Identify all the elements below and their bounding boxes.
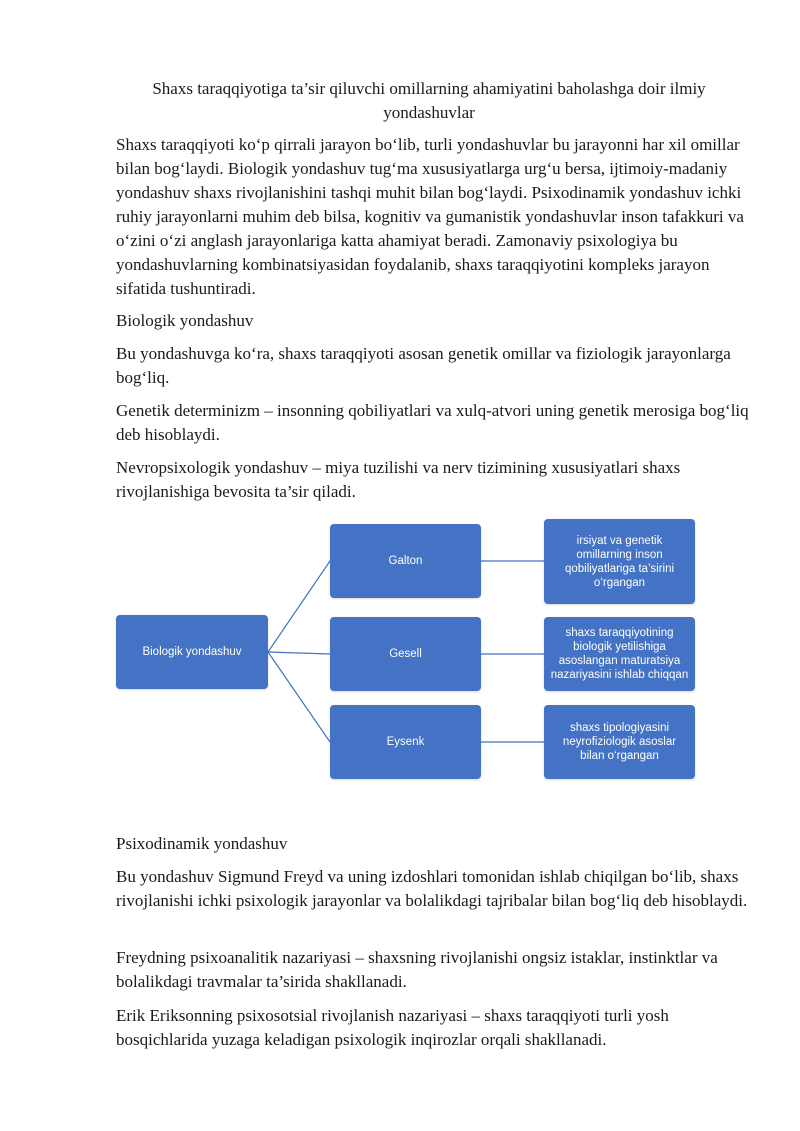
connector-root-eysenk	[268, 652, 330, 742]
biological-paragraph-1: Bu yondashuvga ko‘ra, shaxs taraqqiyoti asosan genetik omillar va fiziologik jarayonlarga bog‘liq.	[116, 344, 731, 387]
branch-node-galton: Galton	[330, 524, 481, 598]
desc-node-gesell: shaxs taraqqiyotining biologik yetilishiga asoslangan maturatsiya nazariyasini ishlab chiqqan	[544, 617, 695, 691]
biological-approach-diagram	[0, 505, 800, 805]
desc-node-eysenk: shaxs tipologiyasini neyrofiziologik asoslar bilan o‘rgangan	[544, 705, 695, 779]
branch-node-eysenk: Eysenk	[330, 705, 481, 779]
biological-heading: Biologik yondashuv	[116, 311, 254, 330]
intro-paragraph: Shaxs taraqqiyoti ko‘p qirrali jarayon bo‘lib, turli yondashuvlar bu jarayonni har xil omillar bilan bog‘laydi. Biologik yondashuv tug‘ma xususiyatlarga urg‘u bersa, ijtimoiy-madaniy yondashuv shaxs rivojlanishini tashqi muhit bilan bog‘laydi. Psixodinamik yondashuv ichki ruhiy jarayonlarni muhim deb bilsa, kognitiv va gumanistik yondashuvlar inson tafakkuri va o‘zini o‘zi anglash jarayonlariga katta ahamiyat beradi. Zamonaviy psixologiya bu yondashuvlarning kombinatsiyasidan foydalanib, shaxs taraqqiyotini kompleks jarayon sifatida tushuntiradi.	[116, 135, 744, 298]
psychodynamic-heading: Psixodinamik yondashuv	[116, 834, 288, 853]
psychodynamic-paragraph-2: Freydning psixoanalitik nazariyasi – shaxsning rivojlanishi ongsiz istaklar, instinktlar va bolalikdagi travmalar ta’sirida shakllanadi.	[116, 948, 718, 991]
biological-paragraph-3: Nevropsixologik yondashuv – miya tuzilishi va nerv tizimining xususiyatlari shaxs rivojlanishiga bevosita ta’sir qiladi.	[116, 458, 681, 501]
psychodynamic-paragraph-1: Bu yondashuv Sigmund Freyd va uning izdoshlari tomonidan ishlab chiqilgan bo‘lib, shaxs rivojlanishi ichki psixologik jarayonlar va bolalikdagi tajribalar bilan bog‘liq deb hisoblaydi.	[116, 867, 748, 910]
desc-node-galton: irsiyat va genetik omillarning inson qobiliyatlariga ta’sirini o‘rgangan	[544, 519, 695, 604]
root-node: Biologik yondashuv	[116, 615, 268, 689]
branch-node-gesell: Gesell	[330, 617, 481, 691]
connector-root-galton	[268, 561, 330, 652]
document-title: Shaxs taraqqiyotiga ta’sir qiluvchi omillarning ahamiyatini baholashga doir ilmiy yondashuvlar	[152, 79, 706, 122]
connector-root-gesell	[268, 652, 330, 654]
biological-paragraph-2: Genetik determinizm – insonning qobiliyatlari va xulq-atvori uning genetik merosiga bog‘liq deb hisoblaydi.	[116, 401, 749, 444]
psychodynamic-paragraph-3: Erik Eriksonning psixosotsial rivojlanish nazariyasi – shaxs taraqqiyoti turli yosh bosqichlarida yuzaga keladigan psixologik inqirozlar orqali shakllanadi.	[116, 1006, 669, 1049]
